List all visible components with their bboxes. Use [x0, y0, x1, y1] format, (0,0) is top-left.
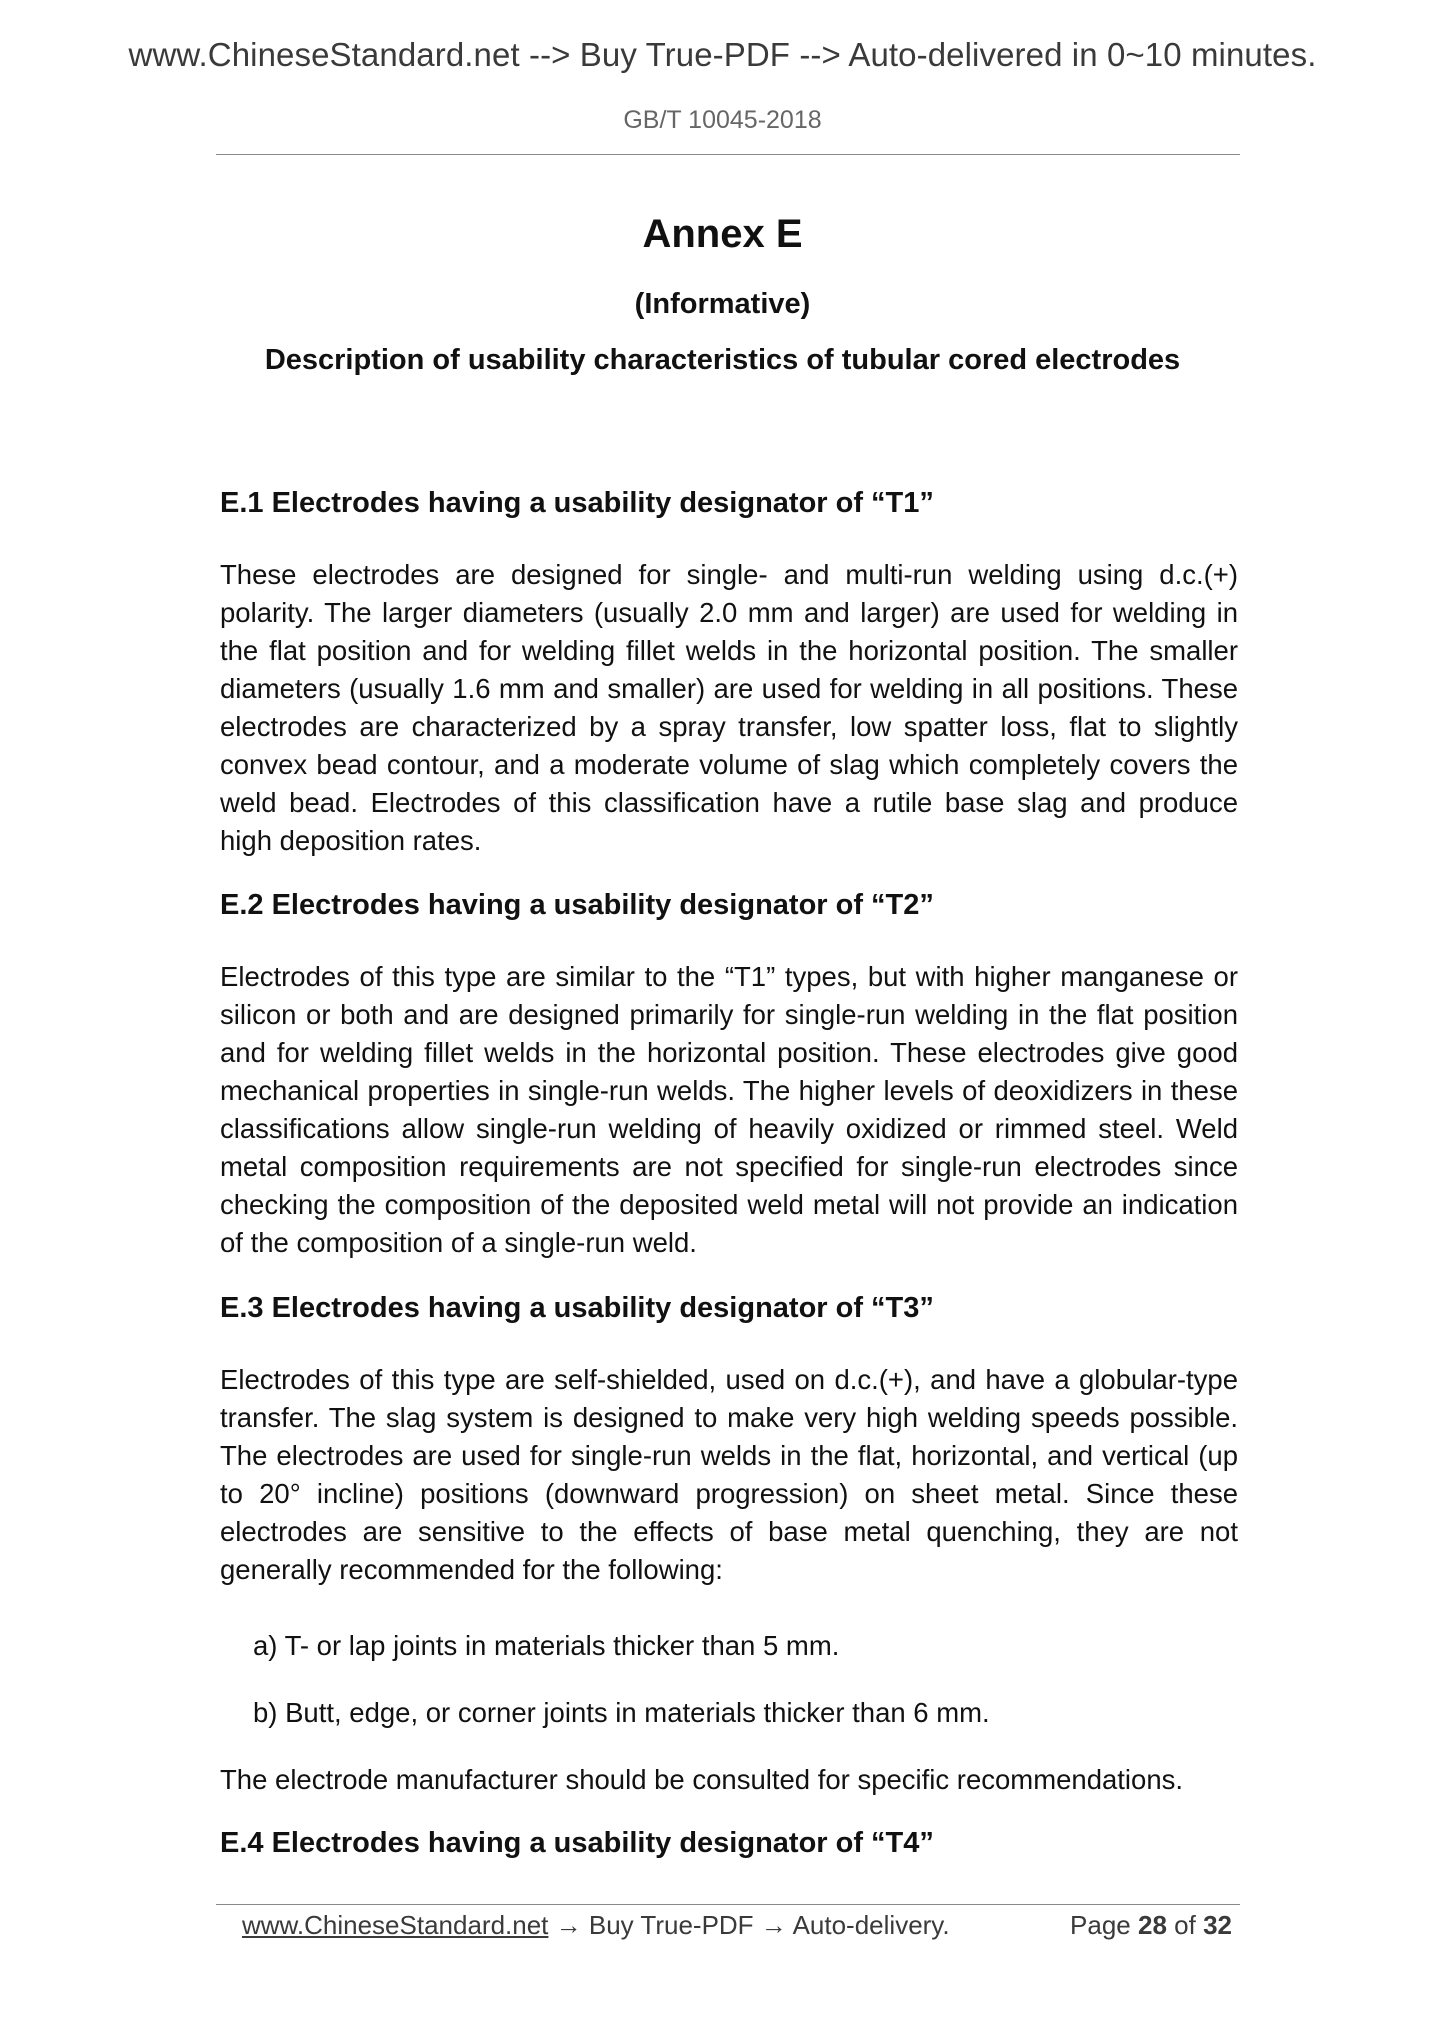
- standard-number: GB/T 10045-2018: [623, 106, 822, 134]
- section-e2-heading: E.2 Electrodes having a usability designator of “T2”: [220, 889, 934, 921]
- section-e3-paragraph: Electrodes of this type are self-shielded, used on d.c.(+), and have a globular-type transfer. The slag system is designed to make very high welding speeds possible. The electrodes are used for single-run welds in the flat, horizontal, and vertical (up to 20° incline) positions (downward progression) on sheet metal. Since these electrodes are sensitive to the effects of base metal quenching, they are not generally recommended for the following:: [220, 1364, 1238, 1585]
- page-footer: [242, 1910, 1232, 1941]
- footer-site-link[interactable]: www.ChineseStandard.net: [242, 1910, 549, 1940]
- page-indicator: [1070, 1910, 1232, 1941]
- header-divider: [216, 154, 1240, 155]
- top-banner: www.ChineseStandard.net --> Buy True-PDF --> Auto-delivered in 0~10 minutes.: [128, 36, 1317, 73]
- list-item-b: b) Butt, edge, or corner joints in materials thicker than 6 mm.: [253, 1697, 990, 1728]
- section-e1-heading: E.1 Electrodes having a usability designator of “T1”: [220, 487, 934, 519]
- list-item-a: a) T- or lap joints in materials thicker than 5 mm.: [253, 1630, 840, 1661]
- section-e2-body: [220, 958, 1238, 1262]
- annex-description: Description of usability characteristics of tubular cored electrodes: [264, 344, 1181, 376]
- footer-divider: [216, 1904, 1240, 1905]
- section-e1-body: [220, 556, 1238, 860]
- of-label: of: [1174, 1910, 1196, 1940]
- section-e3-body: [220, 1361, 1238, 1589]
- section-e3-closing: [220, 1761, 1238, 1799]
- section-e3-closing-text: The electrode manufacturer should be consulted for specific recommendations.: [220, 1764, 1184, 1795]
- footer-text: → Buy True-PDF → Auto-delivery.: [548, 1910, 950, 1940]
- section-e4-heading: E.4 Electrodes having a usability designator of “T4”: [220, 1827, 934, 1859]
- page-total: 32: [1203, 1910, 1232, 1940]
- annex-type: (Informative): [634, 288, 811, 320]
- page-current: 28: [1138, 1910, 1167, 1940]
- section-e2-paragraph: Electrodes of this type are similar to the “T1” types, but with higher manganese or silicon or both and are designed primarily for single-run welding in the flat position and for welding fillet welds in the horizontal position. These electrodes give good mechanical properties in single-run welds. The higher levels of deoxidizers in these classifications allow single-run welding of heavily oxidized or rimmed steel. Weld metal composition requirements are not specified for single-run electrodes since checking the composition of the deposited weld metal will not provide an indication of the composition of a single-run weld.: [220, 961, 1238, 1258]
- section-e3-heading: E.3 Electrodes having a usability designator of “T3”: [220, 1292, 934, 1324]
- section-e1-paragraph: These electrodes are designed for single- and multi-run welding using d.c.(+) polarity. The larger diameters (usually 2.0 mm and larger) are used for welding in the flat position and for welding fillet welds in the horizontal position. The smaller diameters (usually 1.6 mm and smaller) are used for welding in all positions. These electrodes are characterized by a spray transfer, low spatter loss, flat to slightly convex bead contour, and a moderate volume of slag which completely covers the weld bead. Electrodes of this classification have a rutile base slag and produce high deposition rates.: [220, 559, 1238, 856]
- page-label: Page: [1070, 1910, 1131, 1940]
- annex-title: Annex E: [642, 212, 803, 256]
